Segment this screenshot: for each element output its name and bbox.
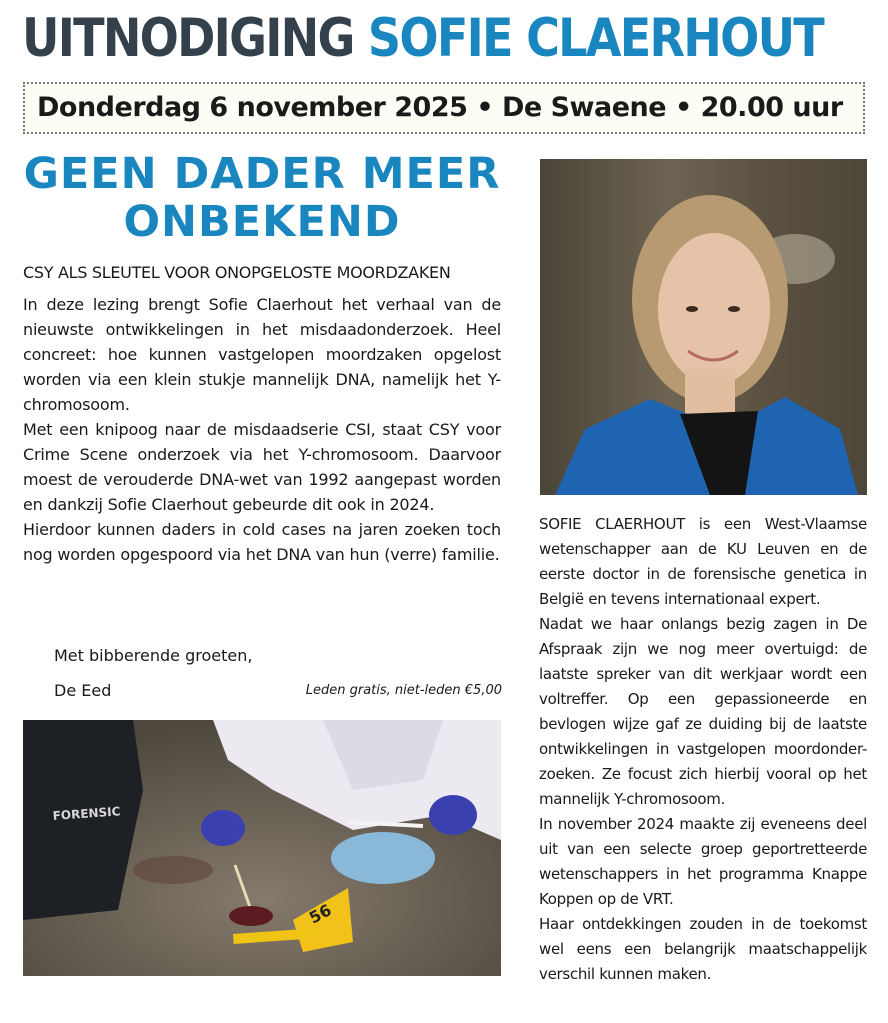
bio-paragraph: SOFIE CLAERHOUT is een West-Vlaamse wetenschapper aan de KU Leuven en de eerste doctor in de forensische genetica in België en tevens internationaal expert.	[539, 515, 867, 608]
forensic-scene-illustration	[23, 720, 501, 976]
speaker-bio	[539, 512, 867, 987]
greeting: Met bibberende groeten,	[54, 646, 253, 665]
evidence-marker-number: 56	[305, 900, 335, 928]
signature: De Eed	[54, 681, 112, 700]
bio-paragraph: Nadat we haar onlangs bezig zagen in De Afspraak zijn we nog meer overtuigd: de laatste spreker van dit werkjaar wordt een voltreffer. Op een gepassioneerde en bevlogen wijze gaf ze duiding bij de laatste ontwikkelingen in vastgelopen moordonder-zoeken. Ze focust zich hierbij vooral op het mannelijk Y-chromosoom.	[539, 615, 867, 808]
article-paragraph: Hierdoor kunnen daders in cold cases na jaren zoeken toch nog worden opgespoord via het DNA van hun (verre) familie.	[23, 520, 501, 564]
bio-paragraph: Haar ontdekkingen zouden in de toekomst wel eens een belangrijk maatschappelijk verschil kunnen maken.	[539, 915, 867, 983]
forensic-scene-photo	[23, 720, 501, 976]
article-body	[23, 292, 501, 567]
title-invitation-word: UITNODIGING	[22, 8, 354, 69]
invitation-title	[22, 6, 824, 72]
admission-price: Leden gratis, niet-leden €5,00	[305, 683, 502, 698]
speaker-portrait	[540, 159, 867, 495]
article-paragraph: Met een knipoog naar de misdaadserie CSI, staat CSY voor Crime Scene onderzoek via het Y-chromosoom. Daarvoor moest de verouderde DNA-wet van 1992 aangepast worden en dankzij Sofie Claerhout gebeurde dit ook in 2024.	[23, 420, 501, 514]
article-subheading: CSY ALS SLEUTEL VOOR ONOPGELOSTE MOORDZAKEN	[23, 263, 451, 282]
title-speaker-name: SOFIE CLAERHOUT	[367, 8, 824, 69]
article-paragraph: In deze lezing brengt Sofie Claerhout het verhaal van de nieuwste ontwikkelingen in het misdaadonderzoek. Heel concreet: hoe kunnen vastgelopen moordzaken opgelost worden via een klein stukje mannelijk DNA, namelijk het Y-chromosoom.	[23, 295, 501, 414]
portrait-illustration	[540, 159, 867, 495]
vest-label: FORENSIC	[52, 804, 121, 823]
bio-paragraph: In november 2024 maakte zij eveneens deel uit van een selecte groep geportretteerde wetenschappers in het programma Knappe Koppen op de VRT.	[539, 815, 867, 908]
event-details-bar: Donderdag 6 november 2025 • De Swaene • 20.00 uur	[23, 82, 865, 134]
article-headline: GEEN DADER MEER ONBEKEND	[23, 149, 501, 247]
